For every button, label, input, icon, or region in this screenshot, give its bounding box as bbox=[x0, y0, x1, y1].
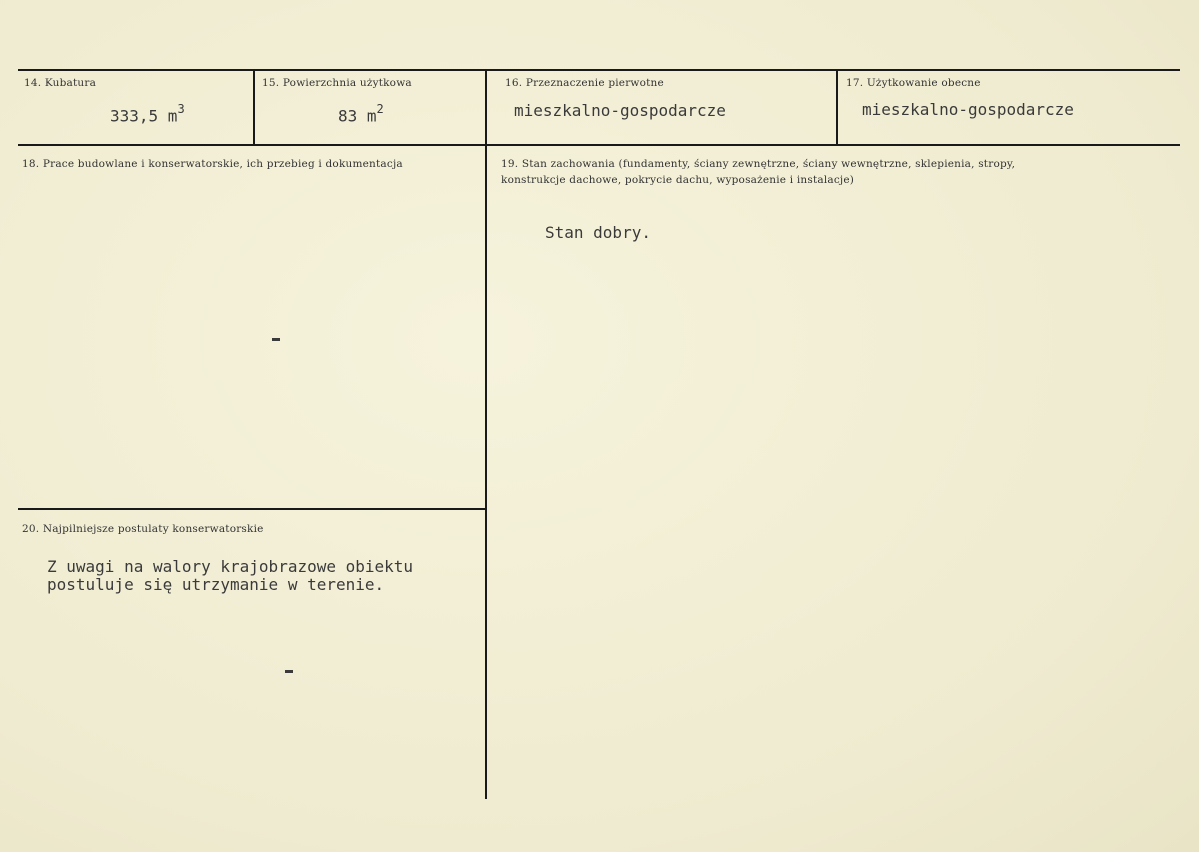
field-19-label-line1: 19. Stan zachowania (fundamenty, ściany zewnętrzne, ściany wewnętrzne, sklepienia, stropy, bbox=[501, 158, 1016, 170]
section20-top-rule bbox=[18, 508, 486, 510]
field-19-label-line2: konstrukcje dachowe, pokrycie dachu, wyposażenie i instalacje) bbox=[501, 174, 855, 186]
field-17-label: 17. Użytkowanie obecne bbox=[846, 77, 981, 89]
field-16-value: mieszkalno-gospodarcze bbox=[514, 101, 726, 120]
field-20-value-line2: postuluje się utrzymanie w terenie. bbox=[47, 575, 385, 594]
divider-15-16 bbox=[485, 69, 487, 799]
field-18-label: 18. Prace budowlane i konserwatorskie, ich przebieg i dokumentacja bbox=[22, 158, 403, 170]
row1-bottom-rule bbox=[18, 144, 1180, 146]
field-20-label: 20. Najpilniejsze postulaty konserwatorskie bbox=[22, 523, 264, 535]
field-20-value-line1: Z uwagi na walory krajobrazowe obiektu bbox=[47, 557, 414, 576]
field-20-dash bbox=[285, 670, 293, 673]
field-15-value: 83 $m^2$ bbox=[338, 102, 384, 126]
divider-16-17 bbox=[836, 69, 838, 146]
divider-14-15 bbox=[253, 69, 255, 146]
field-17-value: mieszkalno-gospodarcze bbox=[862, 100, 1074, 119]
field-18-empty-dash bbox=[272, 338, 280, 341]
field-16-label: 16. Przeznaczenie pierwotne bbox=[505, 77, 664, 89]
field-19-value: Stan dobry. bbox=[545, 223, 651, 242]
field-14-label: 14. Kubatura bbox=[24, 77, 97, 89]
field-14-value: 333,5 $m^3$ bbox=[110, 102, 185, 126]
top-rule bbox=[18, 69, 1180, 71]
field-15-label: 15. Powierzchnia użytkowa bbox=[262, 77, 412, 89]
